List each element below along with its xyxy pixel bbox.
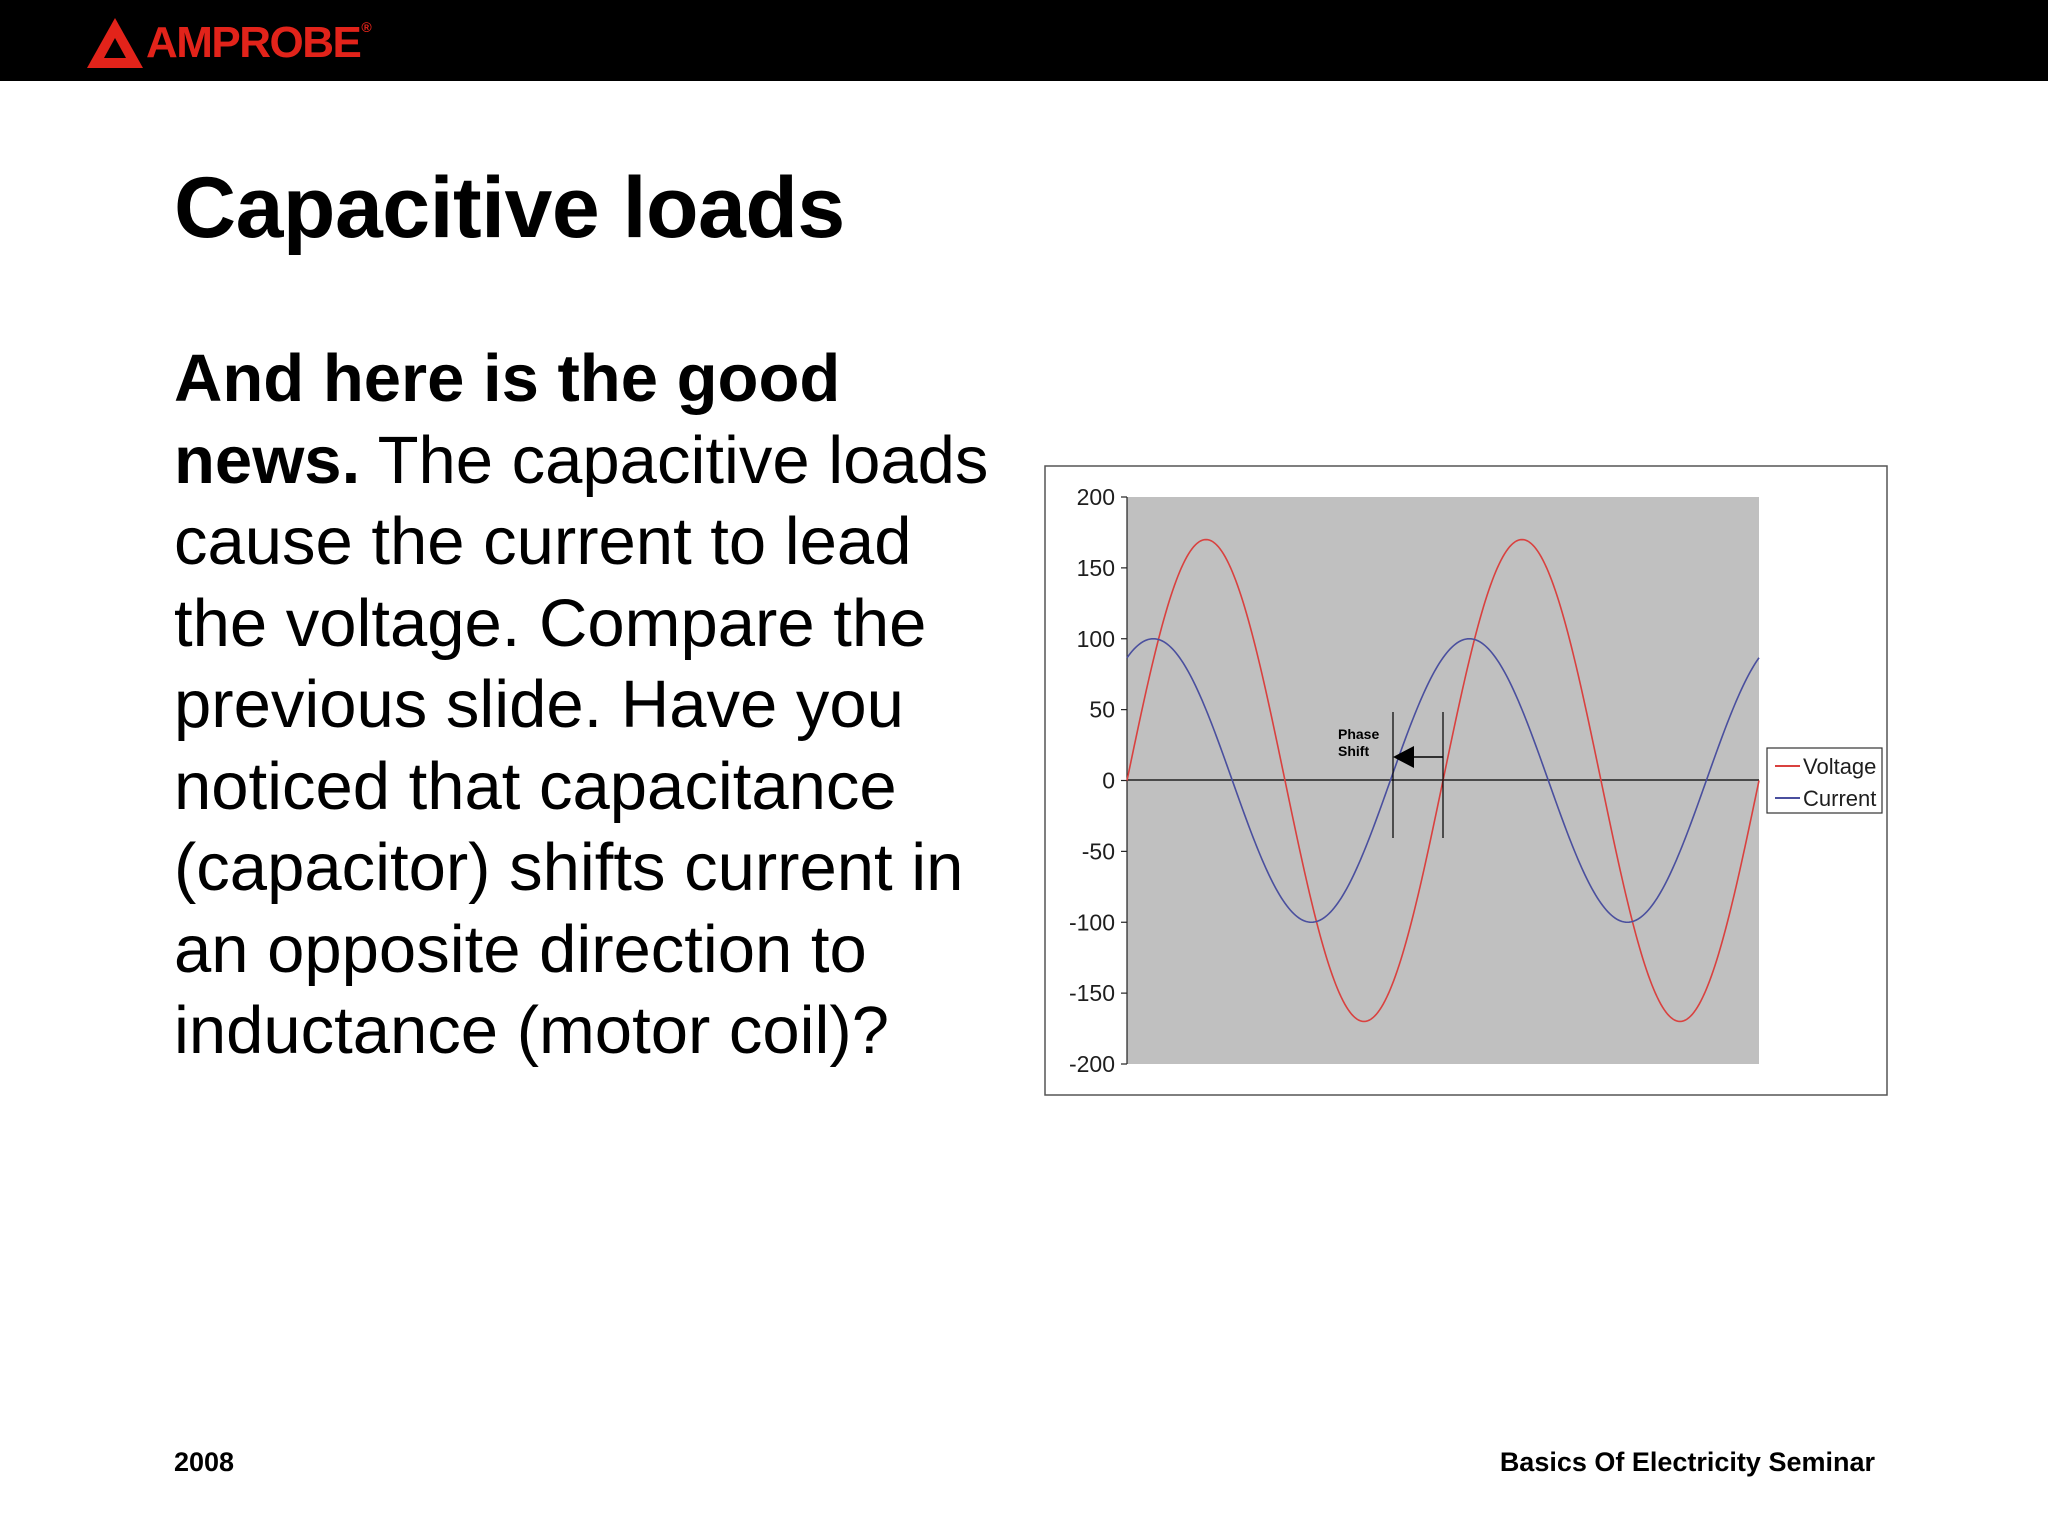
header-bar [0, 0, 2048, 81]
y-tick-label: -200 [1068, 1051, 1115, 1077]
brand-name: AMPROBE [146, 18, 361, 67]
legend [1767, 748, 1882, 813]
y-tick-label: -150 [1068, 980, 1115, 1007]
footer-seminar: Basics Of Electricity Seminar [1499, 1447, 1875, 1477]
body-bold-lead: And here is the good news. [174, 341, 841, 498]
y-tick-label: 150 [1076, 554, 1115, 581]
phase-chart [1044, 465, 1888, 1096]
phase-label-1: Phase [1338, 726, 1380, 742]
phase-label-2: Shift [1338, 743, 1370, 759]
legend-voltage: Voltage [1803, 754, 1877, 779]
registered-mark: ® [361, 19, 372, 35]
body-text: The capacitive loads cause the current to lead the voltage. Compare the previous slide. Have you noticed that capacitance (capacitor) shifts current in an opposite direction to inductance (motor coil)? [174, 422, 989, 1068]
y-tick-label: 0 [1102, 767, 1115, 794]
slide-title: Capacitive loads [174, 160, 845, 256]
y-tick-label: -50 [1081, 838, 1115, 865]
y-tick-label: 50 [1089, 696, 1115, 723]
amprobe-logo[interactable] [86, 16, 372, 70]
y-tick-label: 200 [1076, 484, 1115, 510]
triangle-logo-icon [86, 16, 144, 70]
slide-body [174, 338, 1004, 1072]
y-tick-label: 100 [1076, 625, 1115, 652]
y-tick-label: -100 [1068, 909, 1115, 936]
footer-year: 2008 [174, 1447, 235, 1477]
legend-current: Current [1803, 786, 1877, 811]
chart-svg [1044, 465, 1888, 1096]
